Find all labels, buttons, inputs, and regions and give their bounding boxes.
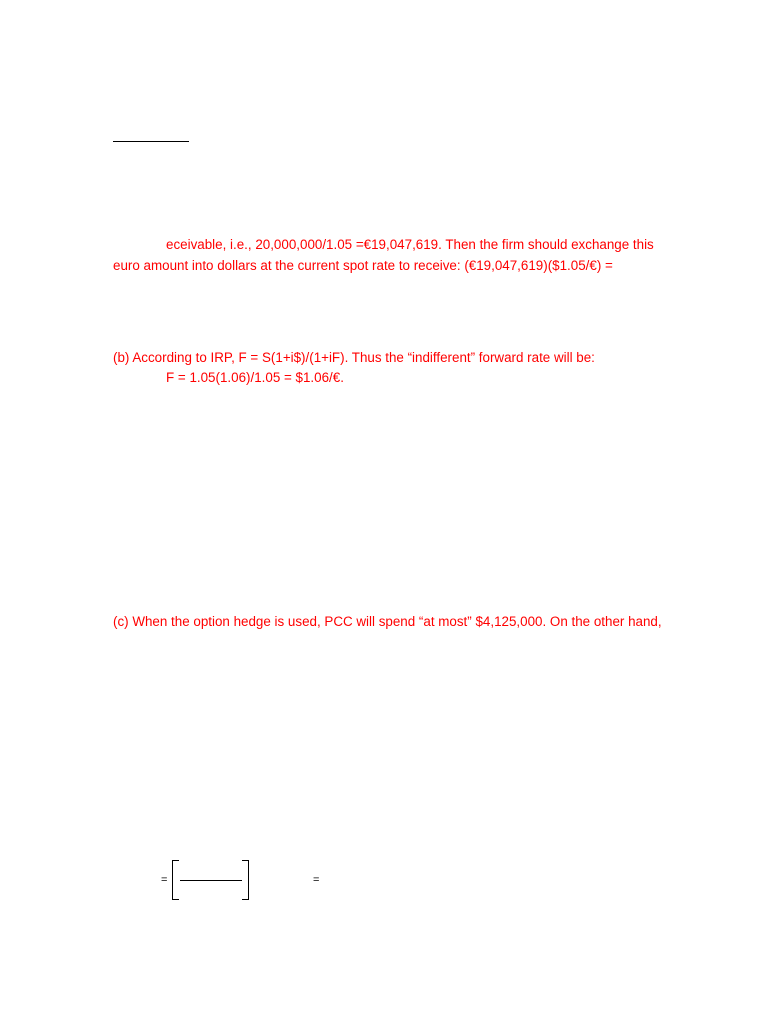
- equals-sign-right: =: [313, 874, 320, 886]
- fraction-bar: [180, 880, 242, 881]
- right-bracket: [242, 860, 249, 900]
- answer-a-line-2: euro amount into dollars at the current spot rate to receive: (€19,047,619)($1.05/€) =: [113, 258, 613, 273]
- heading-underline: [113, 141, 189, 142]
- left-bracket: [172, 860, 179, 900]
- equals-sign-left: =: [161, 874, 168, 886]
- equation-block: [150, 855, 350, 905]
- answer-c-line-1: (c) When the option hedge is used, PCC will spend “at most” $4,125,000. On the other hand,: [113, 614, 662, 629]
- answer-b-line-2: F = 1.05(1.06)/1.05 = $1.06/€.: [166, 370, 344, 385]
- answer-a-line-1: eceivable, i.e., 20,000,000/1.05 =€19,047,619. Then the firm should exchange this: [166, 237, 654, 252]
- answer-b-line-1: (b) According to IRP, F = S(1+i$)/(1+iF). Thus the “indifferent” forward rate will be:: [113, 350, 595, 365]
